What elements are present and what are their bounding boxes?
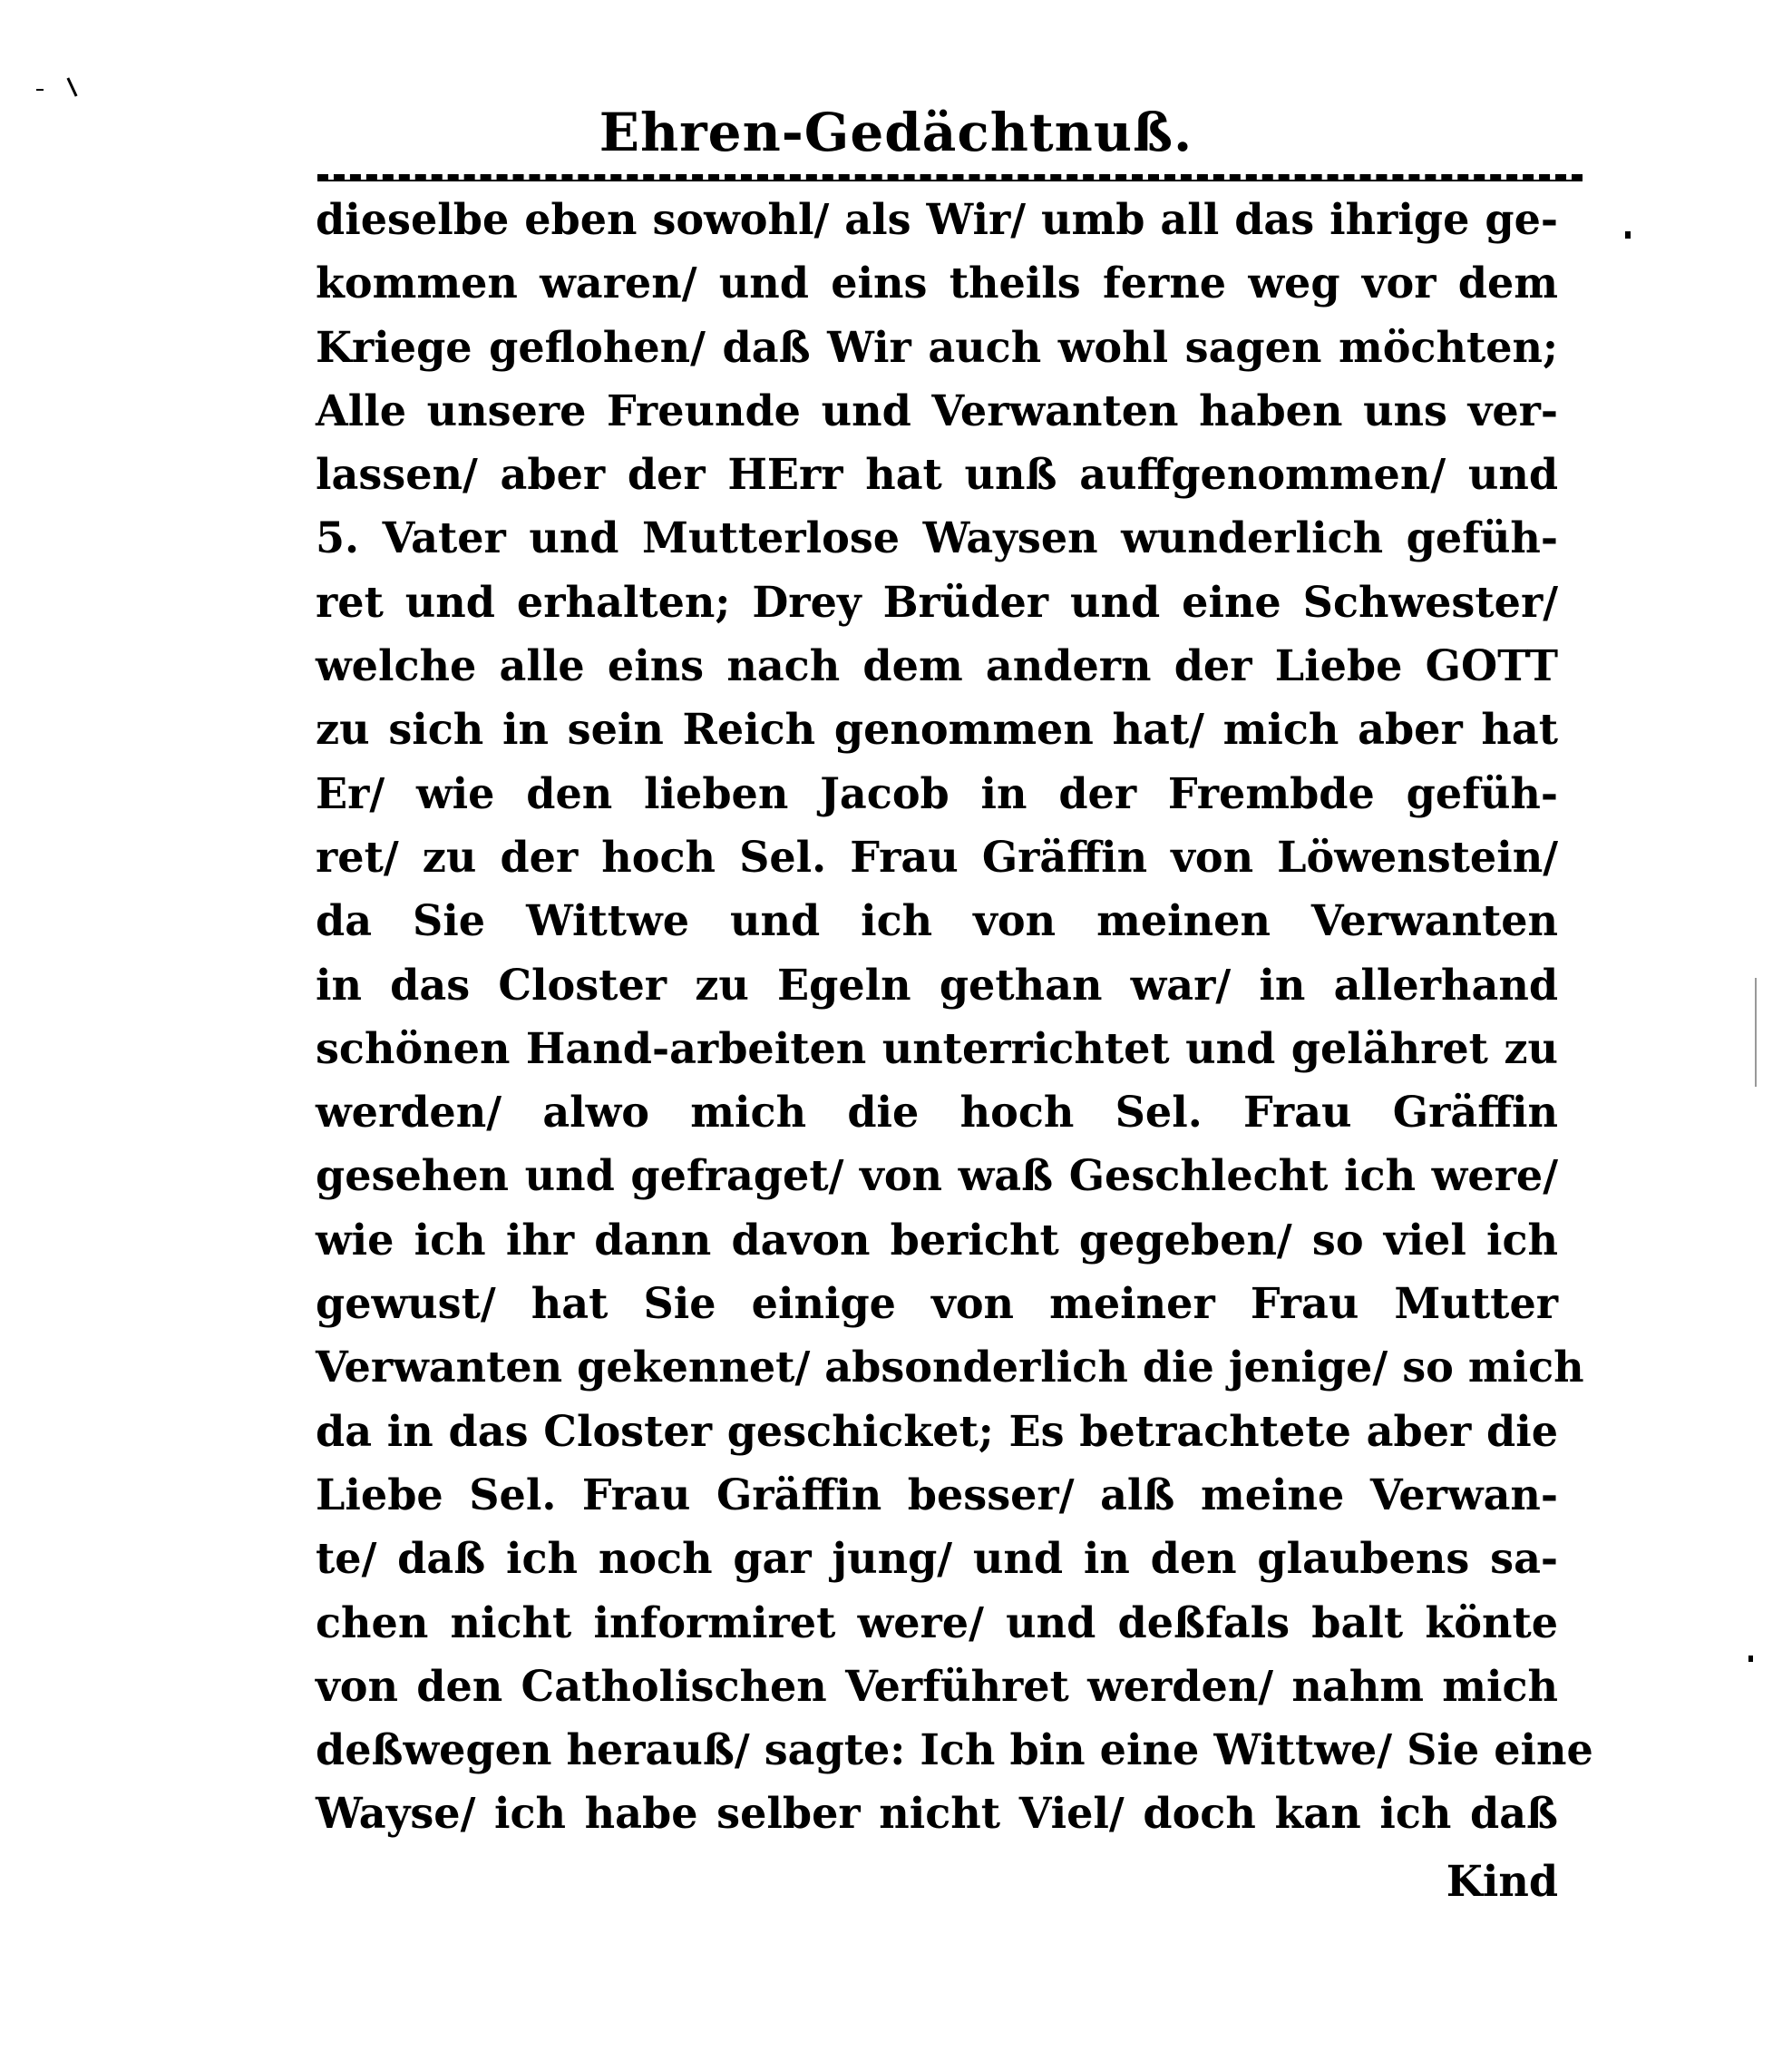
text-line: da Sie Wittwe und ich von meinen Verwanten <box>316 896 1559 947</box>
text-line: wie ich ihr dann davon bericht gegeben/ so viel ich <box>316 1215 1559 1265</box>
running-head: Ehren-Gedächtnuß. <box>599 102 1193 163</box>
text-line: Er/ wie den lieben Jacob in der Frembde gefüh- <box>316 768 1559 819</box>
text-line: zu sich in sein Reich genommen hat/ mich aber hat <box>316 705 1559 756</box>
catchword: Kind <box>1446 1856 1559 1907</box>
scan-speck <box>36 89 44 91</box>
text-line: schönen Hand-arbeiten unterrichtet und gelähret zu <box>316 1023 1559 1074</box>
text-line: da in das Closter geschicket; Es betrachtete aber die <box>316 1406 1559 1457</box>
text-line: von den Catholischen Verführet werden/ nahm mich <box>316 1661 1559 1712</box>
text-line: Verwanten gekennet/ absonderlich die jenige/ so mich <box>316 1343 1584 1393</box>
text-line: kommen waren/ und eins theils ferne weg vor dem <box>316 259 1559 309</box>
scan-speck <box>1755 978 1757 1087</box>
text-line: chen nicht informiret were/ und deßfals balt könte <box>316 1597 1559 1648</box>
text-line: ret und erhalten; Drey Brüder und eine Schwester/ <box>316 577 1559 628</box>
text-line: 5. Vater und Mutterlose Waysen wunderlich gefüh- <box>316 513 1559 564</box>
text-line: te/ daß ich noch gar jung/ und in den glaubens sa- <box>316 1534 1559 1585</box>
text-line: deßwegen herauß/ sagte: Ich bin eine Wittwe/ Sie eine <box>316 1725 1593 1776</box>
scan-speck <box>1748 1656 1753 1662</box>
text-line: Alle unsere Freunde und Verwanten haben uns ver- <box>316 386 1559 436</box>
header-rule <box>317 174 1583 181</box>
text-line: Wayse/ ich habe selber nicht Viel/ doch kan ich daß <box>316 1789 1559 1840</box>
text-line: gesehen und gefraget/ von waß Geschlecht ich were/ <box>316 1151 1559 1202</box>
text-line: in das Closter zu Egeln gethan war/ in allerhand <box>316 960 1559 1011</box>
body-text <box>316 189 1593 1914</box>
text-line: gewust/ hat Sie einige von meiner Frau Mutter <box>316 1279 1559 1330</box>
scan-speck <box>1625 231 1631 239</box>
text-line: dieselbe eben sowohl/ als Wir/ umb all das ihrige ge- <box>316 195 1559 245</box>
text-line: welche alle eins nach dem andern der Liebe GOTT <box>316 641 1559 692</box>
text-line: werden/ alwo mich die hoch Sel. Frau Gräffin <box>316 1088 1559 1138</box>
text-line: ret/ zu der hoch Sel. Frau Gräffin von Löwenstein/ <box>316 832 1559 883</box>
text-line: lassen/ aber der HErr hat unß auffgenommen/ und <box>316 450 1559 501</box>
text-line: Kriege geflohen/ daß Wir auch wohl sagen möchten; <box>316 322 1559 373</box>
text-line: Liebe Sel. Frau Gräffin besser/ alß meine Verwan- <box>316 1470 1559 1520</box>
scan-speck <box>66 77 77 96</box>
